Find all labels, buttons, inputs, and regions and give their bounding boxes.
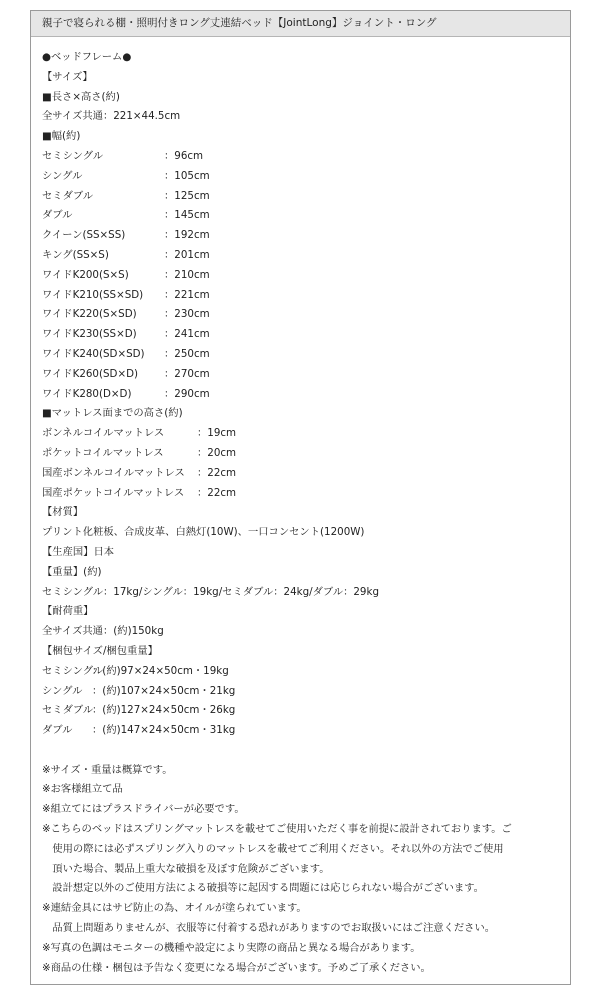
width-row-name: ワイドK280(D×D) (42, 387, 132, 400)
package-row-name: シングル (42, 684, 83, 697)
note-line: 設計想定以外のご使用方法による破損等に起因する問題には応じられない場合がございます。 (42, 882, 484, 895)
width-row-name: キング(SS×S) (42, 248, 109, 261)
mattress-height-row-value: ：22cm (197, 486, 237, 499)
width-row-name: ワイドK240(SD×SD) (42, 347, 145, 360)
material-value: プリント化粧板、合成皮革、白熱灯(10W)、一口コンセント(1200W) (42, 526, 365, 539)
width-row-name: ワイドK230(SS×D) (42, 328, 137, 341)
section-heading: ●ベッドフレーム● (42, 51, 132, 63)
width-row-value: ：250cm (164, 347, 210, 360)
width-label: ■幅(約) (42, 130, 81, 143)
note-line: ※お客様組立て品 (42, 783, 123, 796)
package-row-value: ：(約)97×24×50cm・19kg (92, 664, 229, 677)
package-row-value: ：(約)127×24×50cm・26kg (92, 704, 236, 717)
mattress-height-label: ■マットレス面までの高さ(約) (42, 407, 183, 420)
width-row-name: ワイドK220(S×SD) (42, 308, 137, 321)
width-row-value: ：230cm (164, 308, 210, 321)
width-row-name: セミシングル (42, 149, 104, 162)
package-row-value: ：(約)107×24×50cm・21kg (92, 684, 236, 697)
note-line: 頂いた場合、製品上重大な破損を及ぼす危険がございます。 (42, 862, 330, 875)
width-row (42, 167, 570, 187)
width-row-value: ：192cm (164, 229, 210, 242)
mattress-height-row (42, 484, 570, 504)
note-line: 使用の際には必ずスプリング入りのマットレスを載せてご利用ください。それ以外の方法でご使用 (42, 842, 504, 855)
width-row-value: ：125cm (164, 189, 210, 202)
width-row-value: ：270cm (164, 367, 210, 380)
material-label: 【材質】 (42, 506, 84, 519)
width-row-value: ：221cm (164, 288, 210, 301)
load-value: 全サイズ共通：(約)150kg (42, 625, 164, 638)
mattress-height-row-value: ：22cm (197, 466, 237, 479)
package-row (42, 682, 570, 702)
package-row-value: ：(約)147×24×50cm・31kg (92, 724, 236, 737)
spacer (42, 741, 570, 761)
width-row (42, 266, 570, 286)
width-row-value: ：96cm (164, 149, 204, 162)
width-row-value: ：105cm (164, 169, 210, 182)
note-line: ※連結金具にはサビ防止の為、オイルが塗られています。 (42, 902, 307, 915)
width-row-name: セミダブル (42, 189, 94, 202)
mattress-height-row-name: ポケットコイルマットレス (42, 446, 164, 459)
mattress-height-row (42, 444, 570, 464)
note-line: ※こちらのベッドはスプリングマットレスを載せてご使用いただく事を前提に設計されております。ご (42, 823, 512, 836)
mattress-height-row-value: ：19cm (197, 427, 237, 440)
width-row (42, 325, 570, 345)
package-label: 【梱包サイズ/梱包重量】 (42, 644, 158, 657)
note-line: ※組立てにはプラスドライバーが必要です。 (42, 803, 245, 816)
package-row-name: ダブル (42, 724, 73, 737)
width-row (42, 206, 570, 226)
weight-value: セミシングル：17kg/シングル：19kg/セミダブル：24kg/ダブル：29kg (42, 585, 379, 598)
width-row-value: ：290cm (164, 387, 210, 400)
width-row-name: ワイドK260(SD×D) (42, 367, 139, 380)
width-row (42, 305, 570, 325)
width-row-value: ：210cm (164, 268, 210, 281)
mattress-height-row-name: 国産ボンネルコイルマットレス (42, 466, 185, 479)
width-row-name: ワイドK200(S×S) (42, 268, 129, 281)
package-row (42, 721, 570, 741)
width-list (42, 147, 570, 404)
note-line: ※サイズ・重量は概算です。 (42, 763, 173, 776)
width-row-value: ：201cm (164, 248, 210, 261)
width-row (42, 147, 570, 167)
spec-content (31, 37, 570, 978)
origin: 【生産国】日本 (42, 545, 115, 558)
mattress-height-row-value: ：20cm (197, 446, 237, 459)
width-row (42, 187, 570, 207)
width-row (42, 385, 570, 405)
mattress-height-row-name: 国産ポケットコイルマットレス (42, 486, 185, 499)
package-row (42, 662, 570, 682)
mattress-height-row-name: ボンネルコイルマットレス (42, 427, 165, 440)
mattress-height-list (42, 424, 570, 503)
width-row (42, 226, 570, 246)
width-row-value: ：145cm (164, 209, 210, 222)
width-row (42, 365, 570, 385)
size-label: 【サイズ】 (42, 70, 93, 83)
weight-label: 【重量】(約) (42, 565, 102, 578)
load-label: 【耐荷重】 (42, 605, 94, 618)
note-line: ※写真の色調はモニターの機種や設定により実際の商品と異なる場合があります。 (42, 941, 421, 954)
note-line: 品質上問題ありませんが、衣服等に付着する恐れがありますのでお取扱いにはご注意ください。 (42, 922, 496, 935)
width-row-value: ：241cm (164, 328, 210, 341)
width-row-name: ワイドK210(SS×SD) (42, 288, 144, 301)
width-row (42, 345, 570, 365)
spec-panel (30, 10, 571, 985)
width-row (42, 246, 570, 266)
width-row-name: シングル (42, 169, 83, 182)
product-title: 親子で寝られる棚・照明付きロング丈連結ベッド【JointLong】ジョイント・ロング (31, 11, 570, 37)
width-row-name: クイーン(SS×SS) (42, 229, 126, 242)
width-row-name: ダブル (42, 209, 73, 222)
width-row (42, 286, 570, 306)
notes-list (42, 761, 570, 979)
package-list (42, 662, 570, 741)
length-height-label: ■長さ×高さ(約) (42, 90, 120, 103)
length-height-value: 全サイズ共通：221×44.5cm (42, 110, 181, 123)
package-row-name: セミシングル (42, 664, 104, 677)
mattress-height-row (42, 424, 570, 444)
note-line: ※商品の仕様・梱包は予告なく変更になる場合がございます。予めご了承ください。 (42, 961, 431, 974)
package-row (42, 701, 570, 721)
package-row-name: セミダブル (42, 704, 94, 717)
mattress-height-row (42, 464, 570, 484)
